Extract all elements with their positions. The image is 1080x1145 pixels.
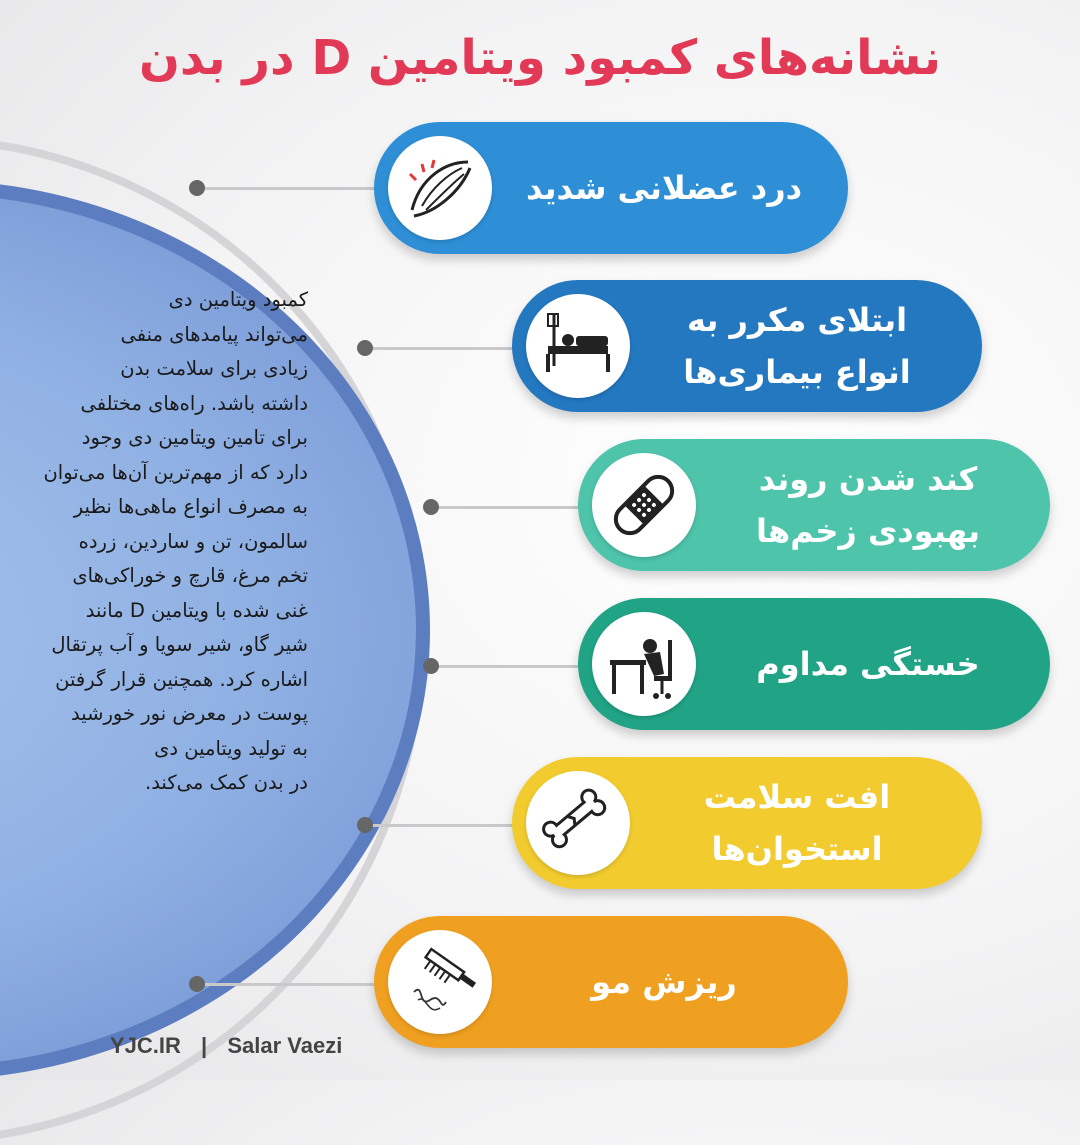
symptom-hair-loss [374,916,848,1048]
symptom-label: ابتلای مکرر به انواع بیماری‌ها [683,301,911,391]
symptom-bone-health [512,757,982,889]
body-line: تخم مرغ، قارچ و خوراکی‌های [72,564,308,587]
body-line: سالمون، تن و ساردین، زرده [78,529,308,553]
footer-site: YJC.IR [110,1033,181,1058]
body-line: برای تامین ویتامین دی وجود [81,426,308,449]
body-line: داشته باشد. راه‌های مختلفی [80,391,308,415]
connector-line [200,187,400,190]
bandage-icon [592,453,696,557]
body-line: کمبود ویتامین دی [168,288,308,311]
connector-line [200,983,400,986]
symptom-slow-healing [578,439,1050,571]
body-line: پوست در معرض نور خورشید [71,702,308,725]
symptom-muscle-pain [374,122,848,254]
hospital-bed-icon [526,294,630,398]
connector-dot [423,499,439,515]
footer-author: Salar Vaezi [227,1033,343,1058]
page-title: نشانه‌های کمبود ویتامین D در بدن [138,30,942,86]
connector-dot [189,976,205,992]
body-line: به تولید ویتامین دی [154,736,308,760]
body-line: غنی شده با ویتامین D مانند [85,598,308,622]
hair-comb-icon [388,930,492,1034]
connector-dot [357,340,373,356]
body-line: دارد که از مهم‌ترین آن‌ها می‌توان [43,460,308,484]
body-text [8,283,308,801]
body-line: به مصرف انواع ماهی‌ها نظیر [73,495,308,518]
body-line: شیر گاو، شیر سویا و آب پرتقال [51,633,308,656]
symptom-frequent-illness [512,280,982,412]
symptom-fatigue [578,598,1050,730]
symptom-label: درد عضلانی شدید [525,169,803,207]
connector-dot [423,658,439,674]
body-line: اشاره کرد. همچنین قرار گرفتن [55,667,308,691]
connector-dot [189,180,205,196]
connector-dot [357,817,373,833]
body-line: در بدن کمک می‌کند. [145,771,308,794]
symptom-label: خستگی مداوم [756,645,980,683]
body-line: می‌تواند پیامدهای منفی [120,322,308,346]
symptom-label: افت سلامت استخوان‌ها [703,778,891,868]
symptom-label: ریزش مو [591,963,737,1001]
muscle-pain-icon [388,136,492,240]
body-line: زیادی برای سلامت بدن [120,357,308,380]
broken-bone-icon [526,771,630,875]
symptom-label: کند شدن روند بهبودی زخم‌ها [756,460,980,550]
tired-person-icon [592,612,696,716]
footer-credit [110,1033,356,1059]
footer-separator: | [201,1033,208,1058]
